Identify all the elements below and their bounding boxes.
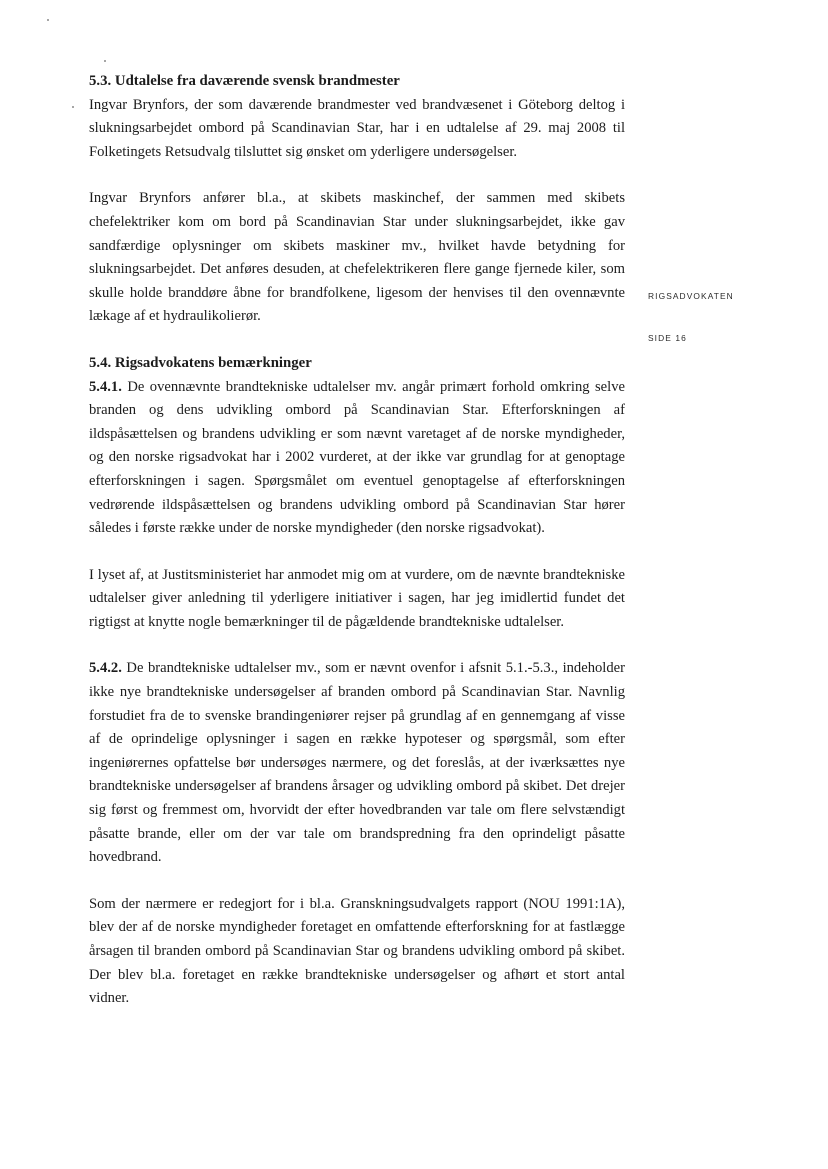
- paragraph-text: De brandtekniske udtalelser mv., som er nævnt ovenfor i afsnit 5.1.-5.3., indeholder ikke nye brandtekniske undersøgelser af branden ombord på Scandinavian Star. Navnlig forstudiet fra de to svenske brandingeniører rejser på grundlag af en gennemgang af visse af de oprindelige oplysninger i sagen en række hypoteser og spørgsmål, som efter ingeniørernes opfattelse bør undersøges nærmere, og det foreslås, at der iværksættes nye brandtekniske undersøgelser af brandens årsager og udvikling ombord på skibet. Det drejer sig først og fremmest om, hvorvidt der efter hovedbranden var tale om flere selvstændigt påsatte brande, eller om der var tale om brandspredning fra den oprindeligt påsatte hovedbrand.: [89, 660, 625, 866]
- scan-speck: [72, 106, 74, 108]
- document-body: [89, 70, 625, 1011]
- paragraph: I lyset af, at Justitsministeriet har anmodet mig om at vurdere, om de nævnte brandtekniske udtalelser giver anledning til yderligere initiativer i sagen, har jeg imidlertid fundet det rigtigst at knytte nogle bemærkninger til de pågældende brandtekniske udtalelser.: [89, 566, 625, 630]
- scan-speck: [47, 19, 49, 21]
- section-heading-5-4: 5.4. Rigsadvokatens bemærkninger: [89, 354, 312, 371]
- scan-speck: [104, 60, 106, 62]
- paragraph: [89, 376, 625, 541]
- subsection-number: 5.4.2.: [89, 660, 122, 677]
- subsection-number: 5.4.1.: [89, 378, 122, 395]
- paragraph-text: De ovennævnte brandtekniske udtalelser mv. angår primært forhold omkring selve branden og dens udvikling ombord på Scandinavian Star. Efterforskningen af ildspåsættelsen og brandens udvikling er som nævnt varetaget af de norske myndigheder, og den norske rigsadvokat har i 2002 vurderet, at der ikke var grundlag for at genoptage efterforskningen i sagen. Spørgsmålet om eventuel genoptagelse af efterforskningen vedrørende ildspåsættelsen og brandens udvikling ombord på Scandinavian Star hører således i første række under de norske myndigheder (den norske rigsadvokat).: [89, 378, 625, 537]
- paragraph: Ingvar Brynfors, der som daværende brandmester ved brandvæsenet i Göteborg deltog i slukningsarbejdet ombord på Scandinavian Star, har i en udtalelse af 29. maj 2008 til Folketingets Retsudvalg tilsluttet sig ønsket om yderligere undersøgelser.: [89, 96, 625, 160]
- sidebar-org-label: RIGSADVOKATEN: [648, 291, 734, 301]
- paragraph: Ingvar Brynfors anfører bl.a., at skibets maskinchef, der sammen med skibets chefelektriker kom om bord på Scandinavian Star under slukningsarbejdet, ikke gav sandfærdige oplysninger om skibets maskiner mv., hvilket havde betydning for slukningsarbejdet. Det anføres desuden, at chefelektrikeren flere gange fjernede kiler, som skulle holde branddøre åbne for brandfolkene, ligesom der henvises til den ovennævnte lækage af et hydraulikolierør.: [89, 190, 625, 325]
- paragraph: [89, 657, 625, 869]
- sidebar-page-number: SIDE 16: [648, 333, 687, 343]
- section-heading-5-3: 5.3. Udtalelse fra daværende svensk brandmester: [89, 73, 400, 89]
- paragraph: Som der nærmere er redegjort for i bl.a. Granskningsudvalgets rapport (NOU 1991:1A), blev der af de norske myndigheder foretaget en omfattende efterforskning for at fastlægge årsagen til branden ombord på Scandinavian Star og brandens udvikling ombord på skibet. Der blev bl.a. foretaget en række brandtekniske undersøgelser og afhørt et stort antal vidner.: [89, 895, 625, 1007]
